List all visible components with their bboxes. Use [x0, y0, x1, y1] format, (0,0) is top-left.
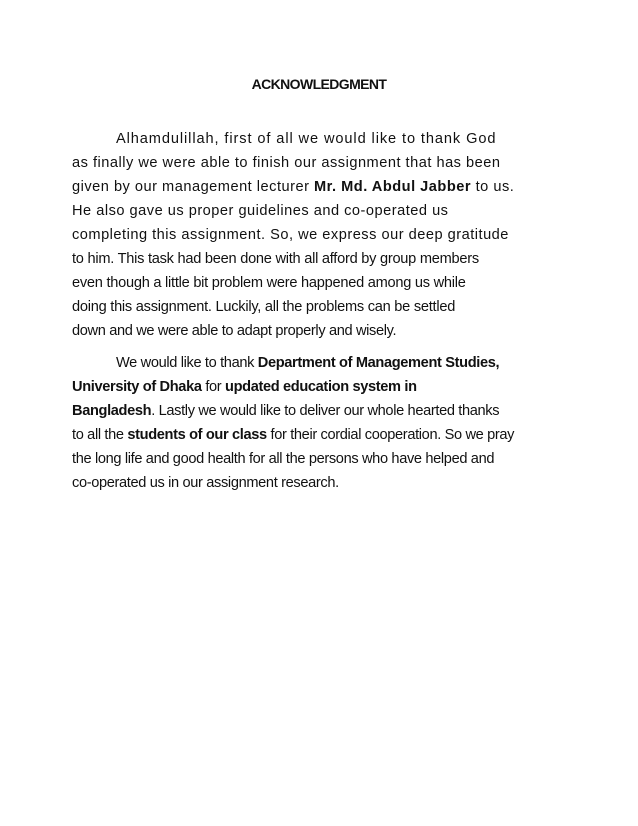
paragraph1-line1: Alhamdulillah, first of all we would like to thank God: [116, 131, 497, 147]
paragraph2-line1: [116, 352, 499, 374]
university-name: University of Dhaka: [72, 379, 202, 395]
paragraph2-line4-tail: for their cordial cooperation. So we pray: [266, 427, 515, 443]
paragraph2-line6: co-operated us in our assignment research.: [72, 475, 339, 491]
paragraph2-line2: [72, 376, 417, 398]
paragraph2-line2-text: for: [201, 379, 225, 395]
paragraph1-line5: completing this assignment. So, we express our deep gratitude: [72, 227, 509, 243]
paragraph2-line3-text: . Lastly we would like to deliver our whole hearted thanks: [151, 403, 500, 419]
class-students-phrase: students of our class: [127, 427, 267, 443]
paragraph1-line4: He also gave us proper guidelines and co-operated us: [72, 203, 449, 219]
paragraph2-line5: the long life and good health for all the persons who have helped and: [72, 451, 495, 467]
country-name: Bangladesh: [72, 403, 152, 419]
paragraph1-line9: down and we were able to adapt properly and wisely.: [72, 323, 397, 339]
paragraph1-line2: as finally we were able to finish our assignment that has been: [72, 155, 501, 171]
paragraph1-line3-tail: to us.: [471, 179, 515, 195]
paragraph1-line3: [72, 176, 514, 198]
paragraph2-line4: [72, 424, 514, 446]
education-system-phrase: updated education system in: [225, 379, 417, 395]
paragraph1-line8: doing this assignment. Luckily, all the problems can be settled: [72, 299, 456, 315]
paragraph2-line4-text: to all the: [72, 427, 128, 443]
paragraph1-line7: even though a little bit problem were happened among us while: [72, 275, 466, 291]
paragraph1-line6: to him. This task had been done with all afford by group members: [72, 251, 479, 267]
paragraph1-line3-text: given by our management lecturer: [72, 179, 315, 195]
lecturer-name: Mr. Md. Abdul Jabber: [314, 179, 472, 195]
document-title: ACKNOWLEDGMENT: [251, 76, 387, 92]
paragraph2-line3: [72, 400, 499, 422]
department-name: Department of Management Studies,: [257, 355, 500, 371]
paragraph2-line1-text: We would like to thank: [116, 355, 258, 371]
